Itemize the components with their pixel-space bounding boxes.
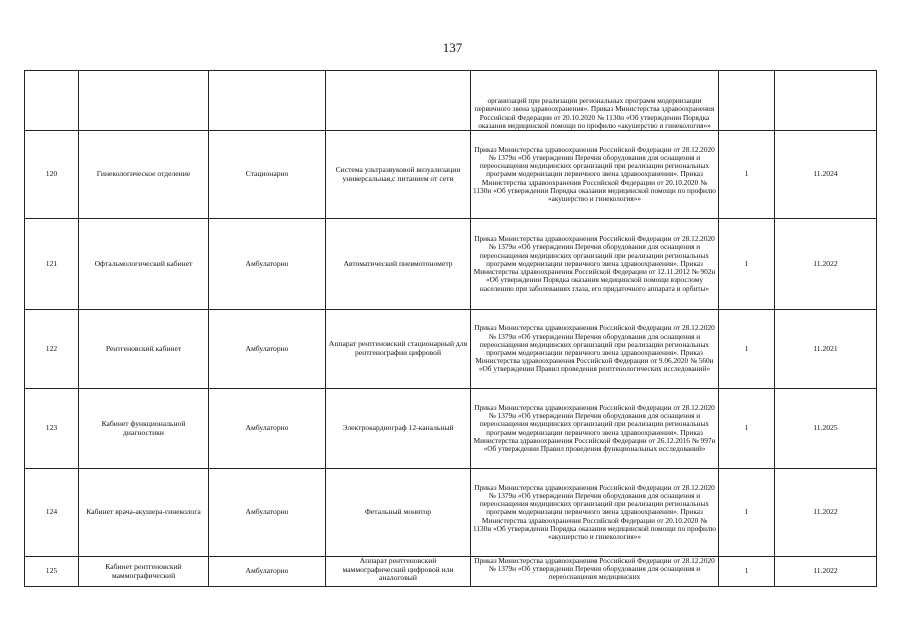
cell-num: 124: [25, 469, 79, 557]
table-row: [25, 310, 877, 389]
cell-department: Кабинет врача-акушера-гинеколога: [79, 469, 209, 557]
cell-equipment: [326, 71, 471, 131]
cell-equipment: Аппарат рентгеновский стационарный для рентгенографии цифровой: [326, 310, 471, 389]
cell-condition: Амбулаторно: [209, 219, 326, 310]
cell-department: [79, 71, 209, 131]
cell-basis: организаций при реализации региональных программ модернизации первичного звена здравоохранения». Приказ Министерства здравоохранения Российской Федерации от 20.10.2020 № 1130н «Об утверждении Порядка оказания медицинской помощи по профилю «акушерство и гинекология»»: [471, 71, 719, 131]
table-row: [25, 219, 877, 310]
cell-department: Кабинет рентгеновский маммографический: [79, 557, 209, 587]
cell-quantity: [719, 71, 775, 131]
equipment-table: [24, 70, 877, 587]
cell-quantity: 1: [719, 469, 775, 557]
cell-equipment: Фетальный монитор: [326, 469, 471, 557]
cell-basis: Приказ Министерства здравоохранения Российской Федерации от 28.12.2020 № 1379н «Об утверждении Перечня оборудования для оснащения и переоснащения медицинских: [471, 557, 719, 587]
cell-quantity: 1: [719, 557, 775, 587]
cell-num: 123: [25, 389, 79, 469]
cell-date: 11.2022: [775, 219, 877, 310]
cell-equipment: Аппарат рентгеновский маммографический цифровой или аналоговый: [326, 557, 471, 587]
cell-num: [25, 71, 79, 131]
cell-department: Рентгеновский кабинет: [79, 310, 209, 389]
cell-quantity: 1: [719, 389, 775, 469]
cell-condition: Амбулаторно: [209, 469, 326, 557]
cell-condition: Амбулаторно: [209, 557, 326, 587]
page-number: 137: [442, 40, 463, 55]
table-row: [25, 469, 877, 557]
cell-condition: Амбулаторно: [209, 310, 326, 389]
cell-quantity: 1: [719, 131, 775, 219]
cell-basis: Приказ Министерства здравоохранения Российской Федерации от 28.12.2020 № 1379н «Об утверждении Перечня оборудования для оснащения и переоснащения медицинских организаций при реализации региональных программ модернизации первичного звена здравоохранения». Приказ Министерства здравоохранения Российской Федерации от 26.12.2016 № 997н «Об утверждении Правил проведения функциональных исследований»: [471, 389, 719, 469]
cell-condition: Стационарно: [209, 131, 326, 219]
cell-department: Кабинет функциональной диагностики: [79, 389, 209, 469]
cell-num: 120: [25, 131, 79, 219]
cell-basis: Приказ Министерства здравоохранения Российской Федерации от 28.12.2020 № 1379н «Об утверждении Перечня оборудования для оснащения и переоснащения медицинских организаций при реализации региональных программ модернизации первичного звена здравоохранения». Приказ Министерства здравоохранения Российской Федерации от 9.06.2020 № 560н «Об утверждении Правил проведения рентгенологических исследований»: [471, 310, 719, 389]
cell-date: 11.2025: [775, 389, 877, 469]
cell-quantity: 1: [719, 219, 775, 310]
cell-condition: [209, 71, 326, 131]
cell-date: [775, 71, 877, 131]
cell-quantity: 1: [719, 310, 775, 389]
table-row: [25, 389, 877, 469]
cell-equipment: Система ультразвуковой визуализации универсальная,с питанием от сети: [326, 131, 471, 219]
cell-date: 11.2022: [775, 557, 877, 587]
cell-basis: Приказ Министерства здравоохранения Российской Федерации от 28.12.2020 № 1379н «Об утверждении Перечня оборудования для оснащения и переоснащения медицинских организаций при реализации региональных программ модернизации первичного звена здравоохранения». Приказ Министерства здравоохранения Российской Федерации от 20.10.2020 № 1130н «Об утверждении Порядка оказания медицинской помощи по профилю «акушерство и гинекология»»: [471, 131, 719, 219]
cell-date: 11.2024: [775, 131, 877, 219]
table-row-continuation: [25, 71, 877, 131]
cell-basis: Приказ Министерства здравоохранения Российской Федерации от 28.12.2020 № 1379н «Об утверждении Перечня оборудования для оснащения и переоснащения медицинских организаций при реализации региональных программ модернизации первичного звена здравоохранения». Приказ Министерства здравоохранения Российской Федерации от 12.11.2012 № 902н «Об утверждении Порядка оказания медицинской помощи взрослому населению при заболеваниях глаза, его придаточного аппарата и орбиты»: [471, 219, 719, 310]
cell-condition: Амбулаторно: [209, 389, 326, 469]
cell-num: 122: [25, 310, 79, 389]
cell-date: 11.2022: [775, 469, 877, 557]
table-row: [25, 557, 877, 587]
cell-basis: Приказ Министерства здравоохранения Российской Федерации от 28.12.2020 № 1379н «Об утверждении Перечня оборудования для оснащения и переоснащения медицинских организаций при реализации региональных программ модернизации первичного звена здравоохранения». Приказ Министерства здравоохранения Российской Федерации от 20.10.2020 № 1130н «Об утверждении Порядка оказания медицинской помощи по профилю «акушерство и гинекология»»: [471, 469, 719, 557]
cell-department: Офтальмологический кабинет: [79, 219, 209, 310]
cell-equipment: Электрокардиограф 12-канальный: [326, 389, 471, 469]
cell-date: 11.2021: [775, 310, 877, 389]
cell-num: 121: [25, 219, 79, 310]
cell-equipment: Автоматический пневмотонометр: [326, 219, 471, 310]
cell-department: Гинекологическое отделение: [79, 131, 209, 219]
table-row: [25, 131, 877, 219]
cell-num: 125: [25, 557, 79, 587]
